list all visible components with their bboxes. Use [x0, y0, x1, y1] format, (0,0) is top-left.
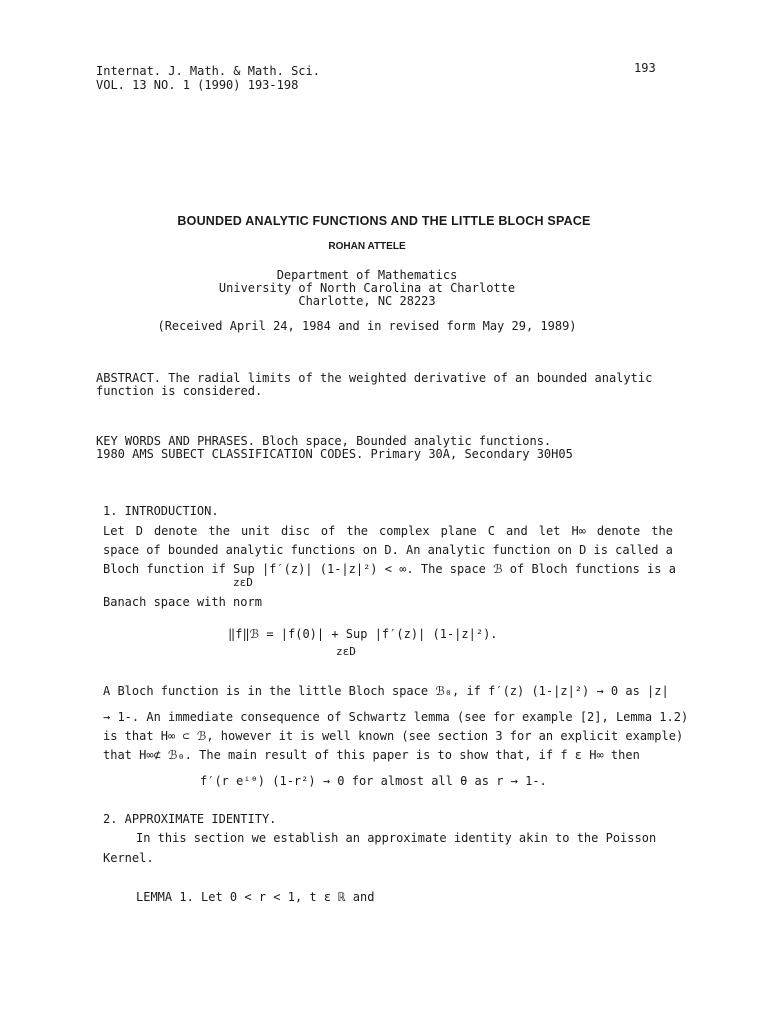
word: analytic	[427, 543, 486, 557]
word: on	[557, 543, 572, 557]
intro-line3: Bloch function if Sup |f′(z)| (1-|z|²) < ∞. The space ℬ of Bloch functions is a	[103, 562, 676, 576]
section2-line2: Kernel.	[103, 851, 154, 865]
abstract-line1: ABSTRACT. The radial limits of the weighted derivative of an bounded analytic	[96, 371, 653, 385]
word: and	[506, 524, 528, 538]
word: the	[346, 524, 369, 538]
word: a	[665, 543, 673, 557]
norm-equation: ‖f‖ℬ = |f(0)| + Sup |f′(z)| (1-|z|²).	[228, 627, 498, 641]
word: plane	[440, 524, 477, 538]
word: C	[487, 524, 496, 538]
word: D	[135, 524, 143, 538]
word: the	[651, 524, 673, 538]
word: Let	[103, 524, 125, 538]
abstract-line2: function is considered.	[96, 384, 263, 398]
keywords-line: KEY WORDS AND PHRASES. Bloch space, Bounded analytic functions.	[96, 434, 552, 448]
word: function	[492, 543, 551, 557]
section2-heading: 2. APPROXIMATE IDENTITY.	[103, 812, 277, 826]
word: complex	[379, 524, 430, 538]
word: on	[362, 543, 378, 557]
little-bloch-line2: → 1-. An immediate consequence of Schwartz lemma (see for example [2], Lemma 1.2)	[103, 710, 689, 724]
word: An	[405, 543, 421, 557]
word: of	[146, 543, 161, 557]
intro-line4: Banach space with norm	[103, 595, 262, 609]
word: let	[538, 524, 561, 538]
page-number: 193	[634, 61, 656, 75]
word: denote	[596, 524, 641, 538]
journal-citation-line1: Internat. J. Math. & Math. Sci.	[96, 64, 320, 78]
intro-line3-subscript: zεD	[233, 576, 253, 589]
word: called	[615, 543, 659, 557]
intro-line2	[103, 543, 673, 557]
word: the	[208, 524, 231, 538]
little-bloch-line3: is that H∞ ⊂ ℬ, however it is well known (see section 3 for an explicit example)	[103, 729, 684, 743]
section2-line1: In this section we establish an approximate identity akin to the Poisson	[136, 831, 657, 845]
word: is	[593, 543, 608, 557]
word: of	[320, 524, 336, 538]
word: D	[579, 543, 587, 557]
word: denote	[153, 524, 198, 538]
classification-line: 1980 AMS SUBECT CLASSIFICATION CODES. Primary 30A, Secondary 30H05	[96, 447, 573, 461]
word: functions	[290, 543, 356, 557]
word: analytic	[225, 543, 284, 557]
journal-citation-line2: VOL. 13 NO. 1 (1990) 193-198	[96, 78, 299, 92]
section1-heading: 1. INTRODUCTION.	[103, 504, 219, 518]
affiliation-department: Department of Mathematics	[276, 268, 458, 282]
received-date: (Received April 24, 1984 and in revised form May 29, 1989)	[157, 319, 577, 333]
word: H∞	[571, 524, 586, 538]
affiliation-university: University of North Carolina at Charlotte	[218, 281, 516, 295]
intro-line1	[103, 524, 673, 538]
paper-title: BOUNDED ANALYTIC FUNCTIONS AND THE LITTLE BLOCH SPACE	[177, 214, 591, 228]
lemma-statement: LEMMA 1. Let 0 < r < 1, t ε ℝ and	[136, 890, 375, 904]
word: disc	[280, 524, 310, 538]
little-bloch-line1: A Bloch function is in the little Bloch space ℬ₀, if f′(z) (1-|z|²) → 0 as |z|	[103, 684, 669, 698]
word: space	[103, 543, 140, 557]
word: bounded	[167, 543, 219, 557]
author-name: ROHAN ATTELE	[328, 241, 406, 252]
norm-equation-subscript: zεD	[336, 645, 356, 658]
word: unit	[241, 524, 270, 538]
affiliation-location: Charlotte, NC 28223	[298, 294, 436, 308]
word: D.	[384, 543, 399, 557]
main-result-equation: f′(r eⁱᶿ) (1-r²) → 0 for almost all θ as r → 1-.	[200, 774, 547, 788]
little-bloch-line4: that H∞⊄ ℬ₀. The main result of this paper is to show that, if f ε H∞ then	[103, 748, 640, 762]
